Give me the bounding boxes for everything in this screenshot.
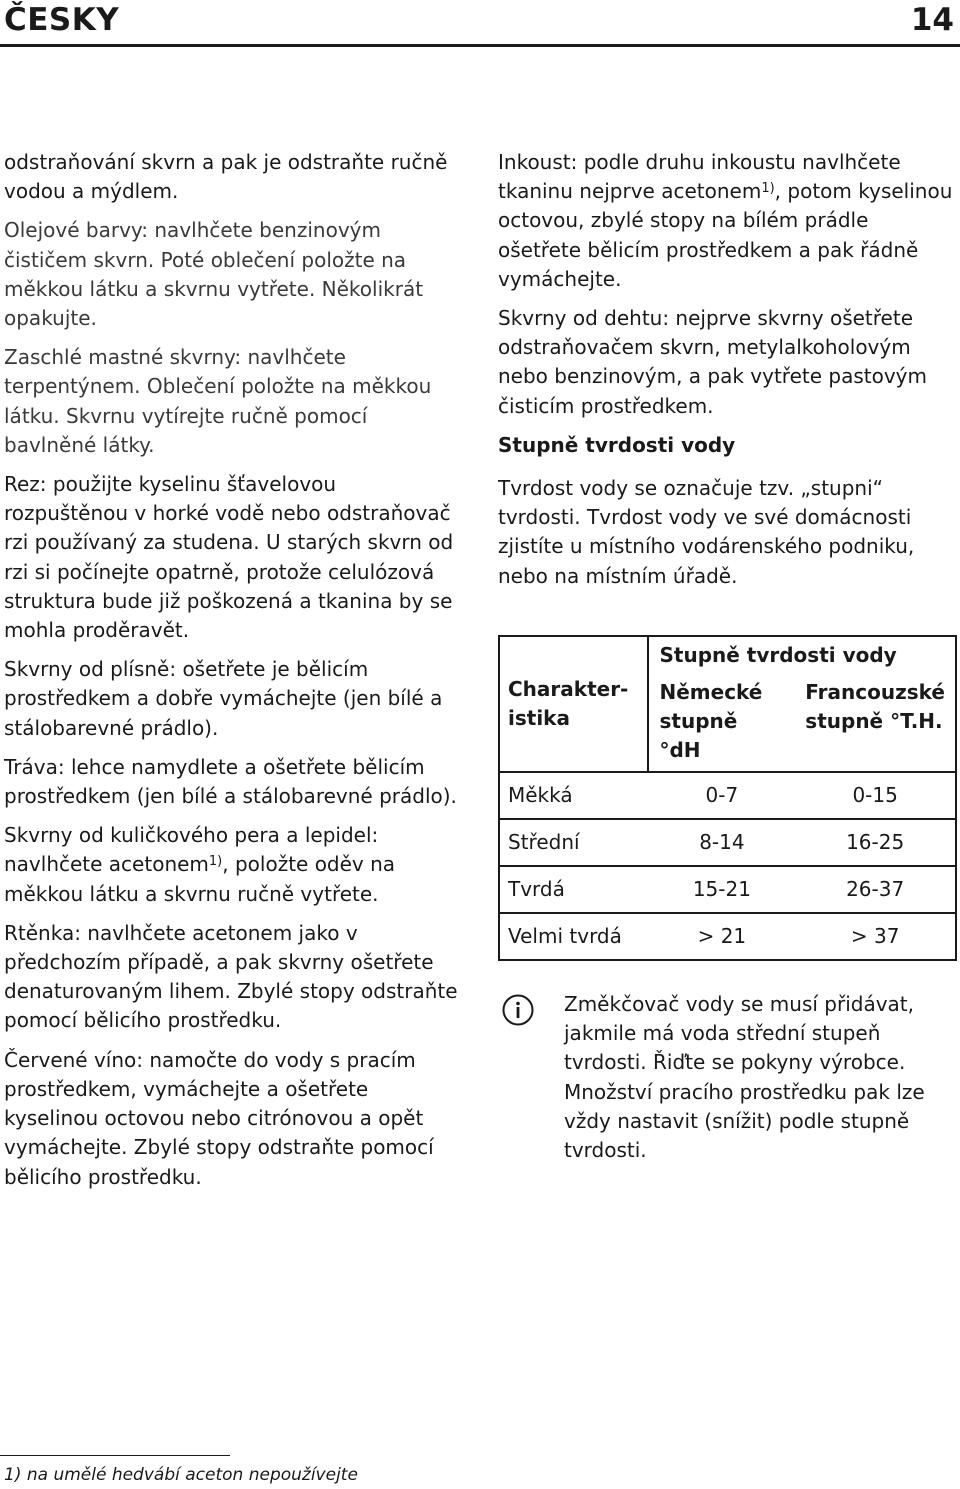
header-french-degrees: Francouzské stupně °T.H. <box>795 676 956 772</box>
table-row <box>499 819 956 866</box>
left-column <box>4 148 466 1202</box>
footnote: 1) na umělé hedvábí aceton nepoužívejte <box>4 1465 358 1485</box>
header-german-degrees: Německé stupně °dH <box>648 676 795 772</box>
header-characteristic: Charakter-istika <box>499 636 648 772</box>
paragraph-oil-paint: Olejové barvy: navlhčete benzinovým čističem skvrn. Poté oblečení položte na měkkou látku a skvrnu vytřete. Několikrát opakujte. <box>4 218 424 331</box>
paragraph-grass: Tráva: lehce namydlete a ošetřete bělicím prostředkem (jen bílé a stálobarevné prádlo). <box>4 754 457 809</box>
paragraph-water-hardness: Tvrdost vody se označuje tzv. „stupni“ tvrdosti. Tvrdost vody ve své domácnosti zjistíte u místního vodárenského podniku, nebo na místním úřadě. <box>498 476 915 588</box>
paragraph-pen-glue: Skvrny od kuličkového pera a lepidel: navlhčete acetonem$^{1)}$, položte oděv na měkkou látku a skvrnu ručně vytřete. <box>4 823 396 906</box>
french-value: 16-25 <box>795 819 956 866</box>
section-heading-water-hardness: Stupně tvrdosti vody <box>498 432 736 457</box>
row-label: Tvrdá <box>499 866 648 913</box>
footnote-ref: 1) <box>208 854 223 870</box>
header-divider <box>0 44 960 47</box>
german-value: > 21 <box>648 913 795 960</box>
german-value: 0-7 <box>648 772 795 819</box>
table-header-row <box>499 636 956 676</box>
page-number: 14 <box>910 2 954 38</box>
table-row <box>499 913 956 960</box>
german-value: 15-21 <box>648 866 795 913</box>
french-value: > 37 <box>795 913 956 960</box>
header-hardness-group: Stupně tvrdosti vody <box>648 636 956 676</box>
water-hardness-table <box>498 635 957 961</box>
french-value: 0-15 <box>795 772 956 819</box>
paragraph-mould: Skvrny od plísně: ošetřete je bělicím prostředkem a dobře vymáchejte (jen bílé a stálobarevné prádlo). <box>4 657 443 740</box>
paragraph-tar: Skvrny od dehtu: nejprve skvrny ošetřete odstraňovačem skvrn, metylalkoholovým nebo benzinovým, a pak vytřete pastovým čisticím prostředkem. <box>498 306 927 418</box>
german-value: 8-14 <box>648 819 795 866</box>
right-column <box>498 148 956 601</box>
paragraph-red-wine: Červené víno: namočte do vody s pracím prostředkem, vymáchejte a ošetřete kyselinou octovou nebo citrónovou a opět vymáchejte. Zbylé stopy odstraňte pomocí bělicího prostředku. <box>4 1047 434 1189</box>
paragraph-dried-grease: Zaschlé mastné skvrny: navlhčete terpentýnem. Oblečení položte na měkkou látku. Skvrnu vytírejte ručně pomocí bavlněné látky. <box>4 345 432 457</box>
table-row <box>499 772 956 819</box>
table-row <box>499 866 956 913</box>
footnote-ref: 1) <box>761 181 775 197</box>
paragraph-rust: Rez: použijte kyselinu šťavelovou rozpuštěnou v horké vodě nebo odstraňovač rzi používaný za studena. U starých skvrn od rzi si počínejte opatrně, protože celulózová struktura bude již poškozená a tkanina by se mohla proděravět. <box>4 472 454 643</box>
info-note-text: Změkčovač vody se musí přidávat, jakmile má voda střední stupeň tvrdosti. Řiďte se pokyny výrobce. Množství pracího prostředku pak lze vždy nastavit (snížit) podle stupně tvrdosti. <box>564 992 925 1163</box>
language-label: ČESKY <box>4 2 120 38</box>
row-label: Střední <box>499 819 648 866</box>
row-label: Měkká <box>499 772 648 819</box>
row-label: Velmi tvrdá <box>499 913 648 960</box>
info-icon <box>502 994 534 1026</box>
footnote-divider <box>0 1455 230 1456</box>
paragraph-stain-removal-end: odstraňování skvrn a pak je odstraňte ručně vodou a mýdlem. <box>4 150 448 204</box>
french-value: 26-37 <box>795 866 956 913</box>
paragraph-ink: Inkoust: podle druhu inkoustu navlhčete tkaninu nejprve acetonem$^{1)}$, potom kyselinou octovou, zbylé stopy na bílém prádle ošetřete bělicím prostředkem a pak řádně vymáchejte. <box>498 150 953 291</box>
paragraph-lipstick: Rtěnka: navlhčete acetonem jako v předchozím případě, a pak skvrny ošetřete denaturovaným lihem. Zbylé stopy odstraňte pomocí bělicího prostředku. <box>4 920 458 1033</box>
